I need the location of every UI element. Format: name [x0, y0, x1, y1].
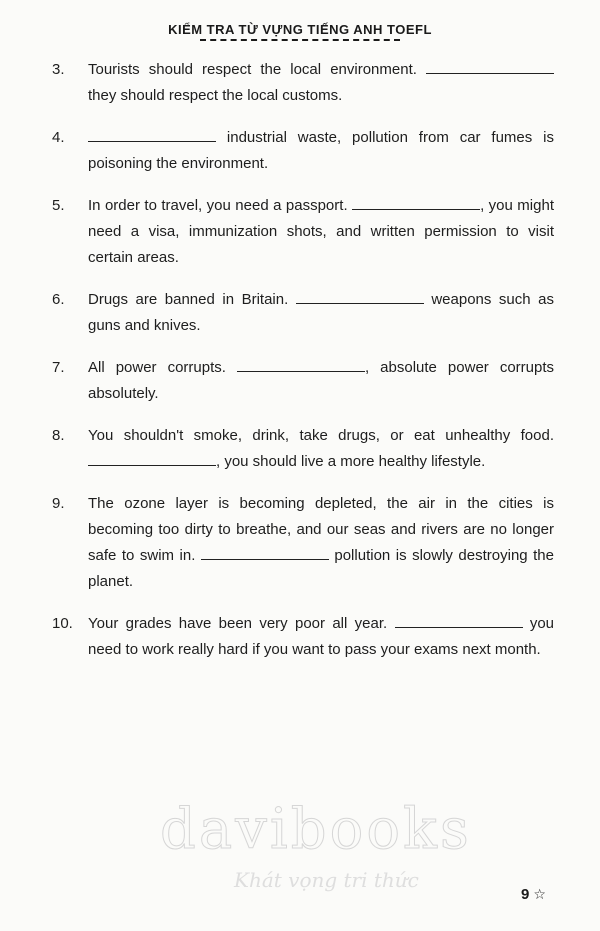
question-item — [52, 611, 554, 663]
question-number: 4. — [52, 129, 65, 146]
question-text-after: , you should live a more healthy lifestyle. — [216, 453, 486, 470]
title-underline — [200, 39, 400, 41]
question-text-after: industrial waste, pollution from car fumes is poisoning the environment. — [88, 129, 554, 172]
question-text-before: Tourists should respect the local environment. — [88, 61, 426, 78]
answer-blank[interactable] — [426, 59, 554, 74]
question-item — [52, 287, 554, 339]
question-text-after: , you might need a visa, immunization shots, and written permission to visit certain areas. — [88, 197, 554, 266]
question-text-after: , absolute power corrupts absolutely. — [88, 359, 554, 402]
question-item — [52, 355, 554, 407]
question-item — [52, 125, 554, 177]
answer-blank[interactable] — [88, 451, 216, 466]
question-item — [52, 491, 554, 595]
answer-blank[interactable] — [88, 127, 216, 142]
question-text-before: All power corrupts. — [88, 359, 237, 376]
question-text-before: Drugs are banned in Britain. — [88, 291, 296, 308]
question-number: 9. — [52, 495, 65, 512]
question-number: 7. — [52, 359, 65, 376]
question-item — [52, 57, 554, 109]
question-number: 6. — [52, 291, 65, 308]
page-number — [521, 886, 546, 903]
question-item — [52, 423, 554, 475]
page-number-text: 9 — [521, 886, 530, 903]
answer-blank[interactable] — [201, 545, 329, 560]
answer-blank[interactable] — [352, 195, 480, 210]
question-text-after: weapons such as guns and knives. — [88, 291, 554, 334]
answer-blank[interactable] — [237, 357, 365, 372]
page-title: KIỂM TRA TỪ VỰNG TIẾNG ANH TOEFL — [168, 22, 432, 37]
question-text-after: you need to work really hard if you want to pass your exams next month. — [88, 615, 555, 658]
watermark-tagline: Khát vọng tri thức — [234, 868, 419, 892]
question-list — [52, 57, 554, 679]
question-text-before: In order to travel, you need a passport. — [88, 197, 353, 214]
answer-blank[interactable] — [395, 613, 523, 628]
answer-blank[interactable] — [296, 289, 424, 304]
question-text-before: You shouldn't smoke, drink, take drugs, or eat unhealthy food. — [88, 427, 554, 444]
star-icon: ☆ — [533, 886, 546, 902]
publisher-watermark — [160, 797, 480, 892]
watermark-logo: davibooks — [160, 797, 472, 862]
question-text-before: The ozone layer is becoming depleted, the air in the cities is becoming too dirty to breathe, and our seas and rivers are no longer safe to swim in. — [88, 495, 554, 564]
question-text-before: Your grades have been very poor all year. — [88, 615, 395, 632]
page-header — [0, 22, 600, 41]
question-text-after: they should respect the local customs. — [88, 87, 343, 104]
question-item — [52, 193, 554, 271]
question-number: 5. — [52, 197, 65, 214]
question-number: 3. — [52, 61, 65, 78]
question-number: 10. — [52, 615, 73, 632]
question-text-after: pollution is slowly destroying the planet. — [88, 547, 554, 590]
question-number: 8. — [52, 427, 65, 444]
